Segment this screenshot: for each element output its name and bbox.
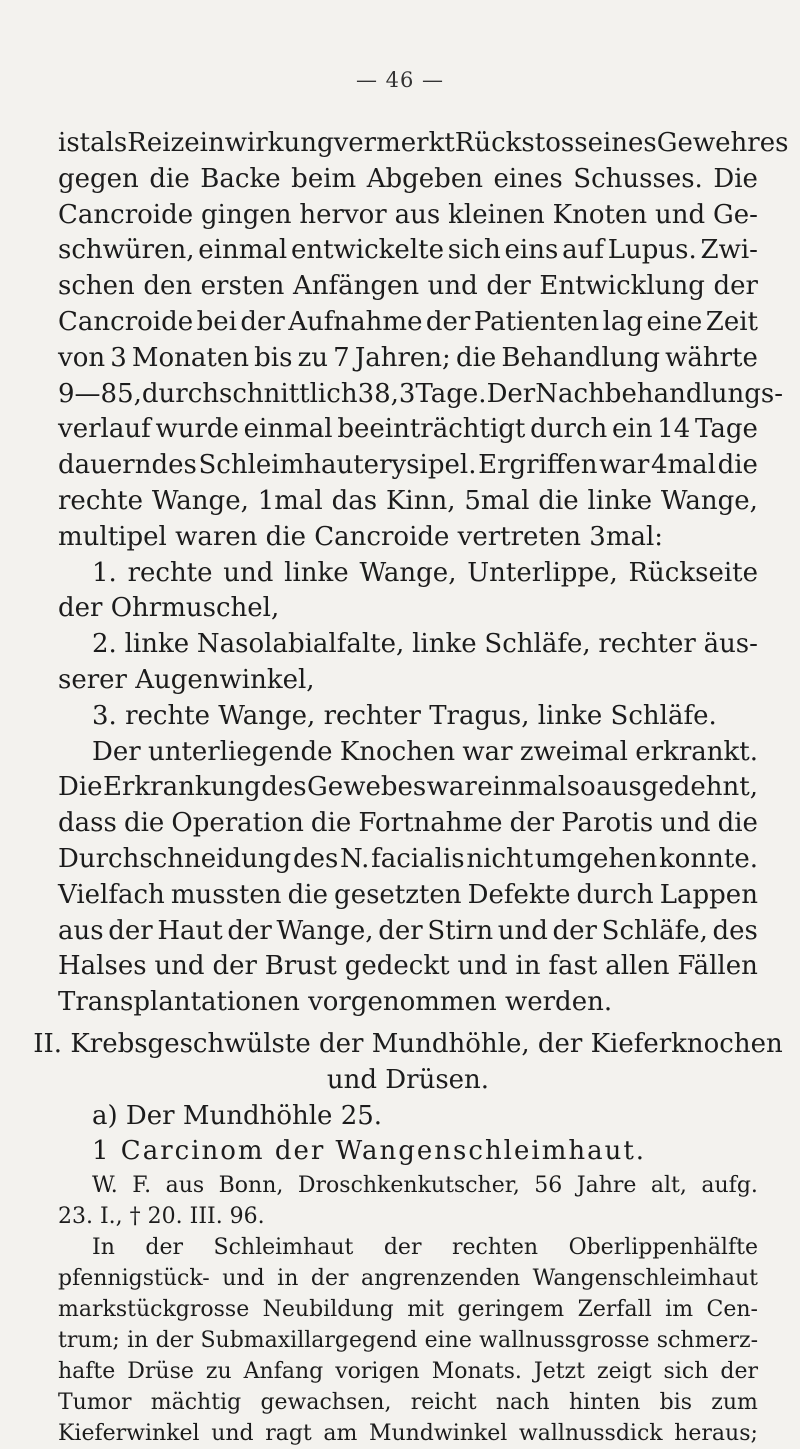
text-line: aus der Haut der Wange, der Stirn und der Schläfe, des xyxy=(58,915,758,946)
text-line: pfennigstück- und in der angrenzenden Wangenschleimhaut xyxy=(58,1266,758,1292)
text-line: In der Schleimhaut der rechten Oberlippenhälfte xyxy=(92,1235,758,1261)
page-number: — 46 — xyxy=(355,68,445,92)
text-line: Tumor mächtig gewachsen, reicht nach hinten bis zum xyxy=(58,1390,758,1416)
text-line: 3. rechte Wange, rechter Tragus, linke Schläfe. xyxy=(92,700,717,731)
subsection-heading: a) Der Mundhöhle 25. xyxy=(92,1100,383,1131)
text-line: Durchschneidung des N. facialis nicht umgehen konnte. xyxy=(58,843,758,874)
text-line: dass die Operation die Fortnahme der Parotis und die xyxy=(58,808,758,839)
text-line: markstückgrosse Neubildung mit geringem Zerfall im Cen- xyxy=(58,1297,758,1323)
text-line: ist als Reizeinwirkung vermerkt Rückstoss eines Gewehres xyxy=(58,128,789,158)
text-line: schwüren, einmal entwickelte sich eins auf Lupus. Zwi- xyxy=(58,235,758,266)
text-line: gegen die Backe beim Abgeben eines Schusses. Die xyxy=(58,163,758,194)
section-heading: II. Krebsgeschwülste der Mundhöhle, der Kieferknochen xyxy=(33,1028,783,1059)
text-line: schen den ersten Anfängen und der Entwicklung der xyxy=(58,271,758,302)
text-line: serer Augenwinkel, xyxy=(58,664,315,695)
text-line: dauerndes Schleimhauterysipel. Ergriffen war 4mal die xyxy=(58,450,758,481)
text-line: verlauf wurde einmal beeinträchtigt durch ein 14 Tage xyxy=(58,414,758,445)
case-title: 1 Carcinom der Wangenschleimhaut. xyxy=(92,1136,647,1167)
text-line: 2. linke Nasolabialfalte, linke Schläfe, rechter äus- xyxy=(92,629,758,660)
text-line: W. F. aus Bonn, Droschkenkutscher, 56 Jahre alt, aufg. xyxy=(92,1173,758,1199)
text-line: hafte Drüse zu Anfang vorigen Monats. Jetzt zeigt sich der xyxy=(58,1359,758,1385)
case-description xyxy=(58,1232,758,1449)
multiple-sites-list xyxy=(58,556,758,735)
text-line: Cancroide gingen hervor aus kleinen Knoten und Ge- xyxy=(58,199,758,230)
text-line: von 3 Monaten bis zu 7 Jahren; die Behandlung währte xyxy=(58,342,758,373)
text-line: 23. I., † 20. III. 96. xyxy=(58,1204,265,1230)
section-heading-continued: und Drüsen. xyxy=(326,1064,490,1095)
page-body xyxy=(33,126,789,1449)
text-line: Transplantationen vorgenommen werden. xyxy=(58,987,613,1018)
text-line: trum; in der Submaxillargegend eine wallnussgrosse schmerz- xyxy=(58,1328,758,1354)
text-line: multipel waren die Cancroide vertreten 3mal: xyxy=(58,521,664,552)
text-line: rechte Wange, 1mal das Kinn, 5mal die linke Wange, xyxy=(58,485,758,516)
text-line: Cancroide bei der Aufnahme der Patienten lag eine Zeit xyxy=(58,306,758,337)
text-line: Vielfach mussten die gesetzten Defekte durch Lappen xyxy=(58,879,758,910)
text-line: Der unterliegende Knochen war zweimal erkrankt. xyxy=(92,736,758,767)
text-line: Kieferwinkel und ragt am Mundwinkel wallnussdick heraus; xyxy=(58,1421,758,1447)
case-patient-intro xyxy=(58,1170,758,1232)
text-line: der Ohrmuschel, xyxy=(58,593,280,624)
text-line: 1. rechte und linke Wange, Unterlippe, Rückseite xyxy=(92,557,758,588)
text-line: 9—85, durchschnittlich 38,3 Tage. Der Nachbehandlungs- xyxy=(58,378,784,409)
text-line: Die Erkrankung des Gewebes war einmal so ausgedehnt, xyxy=(58,772,758,803)
paragraph-cancroide-summary xyxy=(58,126,789,556)
text-line: Halses und der Brust gedeckt und in fast allen Fällen xyxy=(58,951,758,982)
paragraph-bone-involvement xyxy=(58,735,758,1021)
